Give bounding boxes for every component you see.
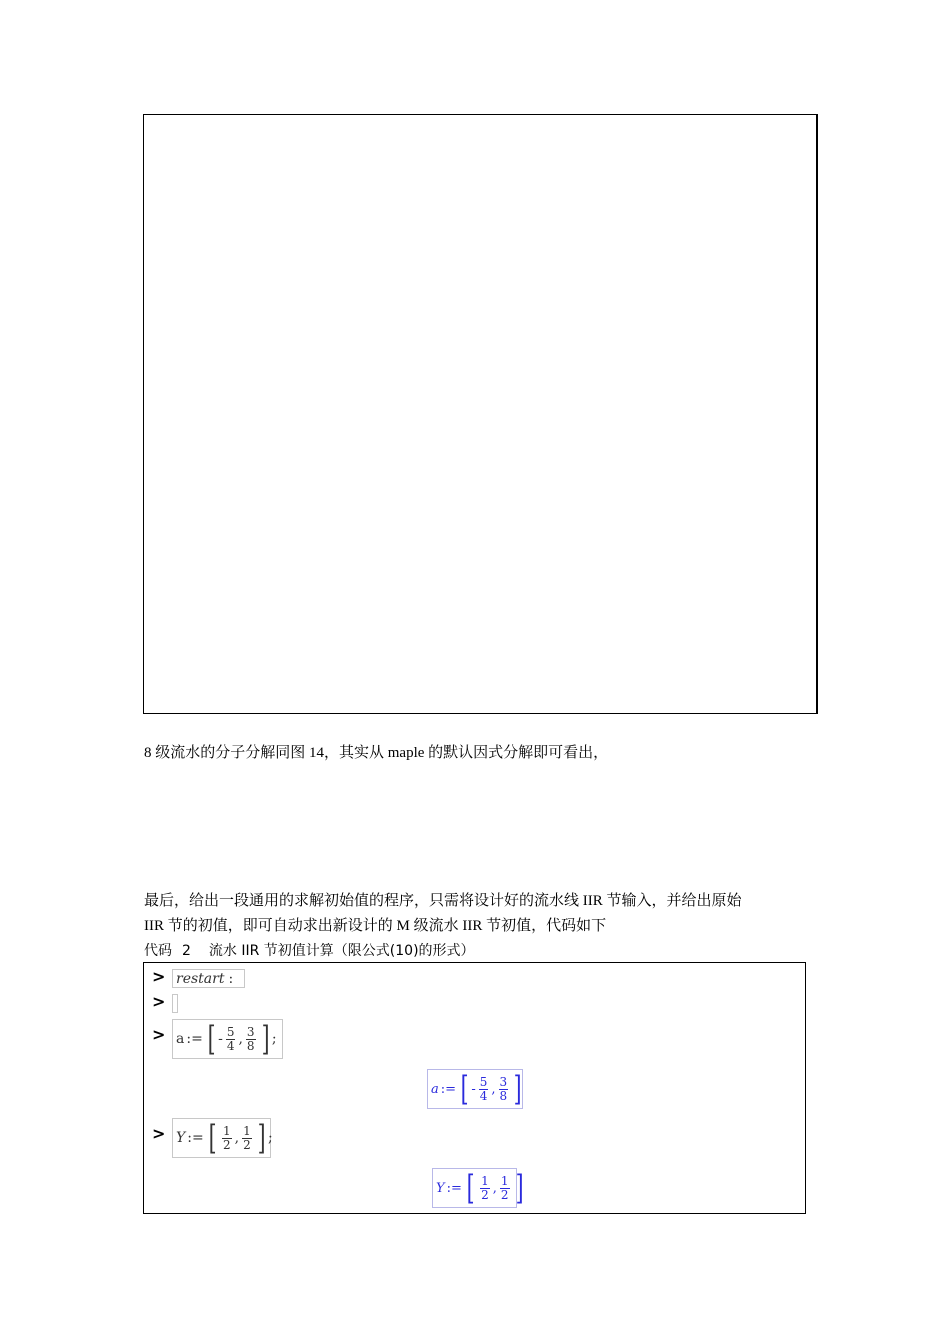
paragraph-intro-line1: 最后，给出一段通用的求解初始值的程序，只需将设计好的流水线 IIR 节输入，并给出原始	[144, 893, 742, 909]
prompt-symbol: >	[152, 967, 166, 986]
comma: ,	[238, 1031, 243, 1047]
assign-a-input[interactable]	[172, 1019, 283, 1059]
output-a	[427, 1069, 523, 1109]
var-a: a	[431, 1081, 439, 1097]
minus-sign: -	[218, 1031, 223, 1047]
comma: ,	[234, 1130, 240, 1146]
figure-frame	[143, 114, 818, 714]
code-caption	[144, 940, 475, 962]
prompt-symbol: >	[152, 1124, 166, 1143]
fraction: $\frac{1}{2}$	[500, 1173, 509, 1202]
caption-title: 流水 IIR 节初值计算（限公式(10)的形式）	[208, 943, 475, 959]
maple-worksheet	[143, 962, 806, 1214]
right-bracket: ]	[257, 1118, 266, 1158]
paragraph-intro-line2: IIR 节的初值，即可自动求出新设计的 M 级流水 IIR 节初值，代码如下	[144, 918, 607, 934]
fraction: $\frac{1}{2}$	[481, 1173, 489, 1202]
left-bracket: [	[207, 1019, 216, 1059]
fraction: $\frac{5}{4}$	[479, 1074, 488, 1103]
comma: ,	[492, 1180, 497, 1196]
right-bracket: ]	[513, 1069, 522, 1109]
fraction: $\frac{1}{2}$	[243, 1123, 251, 1152]
comma: ,	[491, 1081, 496, 1097]
var-y: Y	[176, 1130, 186, 1146]
minus-sign: -	[471, 1081, 476, 1097]
left-bracket: [	[466, 1168, 475, 1208]
fraction: $\frac{5}{4}$	[226, 1024, 235, 1053]
statement-terminator: ;	[267, 1130, 273, 1146]
caption-number: 2	[182, 943, 191, 959]
assign-operator: :=	[187, 1130, 204, 1146]
assign-operator: :=	[446, 1180, 462, 1196]
caption-label: 代码	[144, 943, 172, 959]
left-bracket: [	[208, 1118, 217, 1158]
assign-operator: :=	[186, 1031, 203, 1047]
assign-operator: :=	[440, 1081, 457, 1097]
restart-command: restart	[176, 970, 225, 987]
statement-terminator: :	[228, 970, 234, 987]
prompt-symbol: >	[152, 1025, 166, 1044]
assign-y-input[interactable]	[172, 1118, 271, 1158]
empty-input[interactable]	[172, 994, 178, 1013]
var-y: Y	[436, 1180, 445, 1196]
fraction: $\frac{1}{2}$	[222, 1123, 231, 1152]
statement-terminator: ;	[271, 1031, 277, 1047]
restart-input[interactable]	[172, 969, 245, 988]
prompt-symbol: >	[152, 992, 166, 1011]
left-bracket: [	[460, 1069, 469, 1109]
output-y	[432, 1168, 524, 1208]
paragraph-factorization: 8 级流水的分子分解同图 14，其实从 maple 的默认因式分解即可看出，	[144, 745, 609, 761]
fraction: $\frac{3}{8}$	[499, 1074, 508, 1103]
fraction: $\frac{3}{8}$	[246, 1024, 255, 1053]
var-a: a	[176, 1031, 185, 1047]
right-bracket: ]	[515, 1168, 524, 1208]
right-bracket: ]	[261, 1019, 270, 1059]
